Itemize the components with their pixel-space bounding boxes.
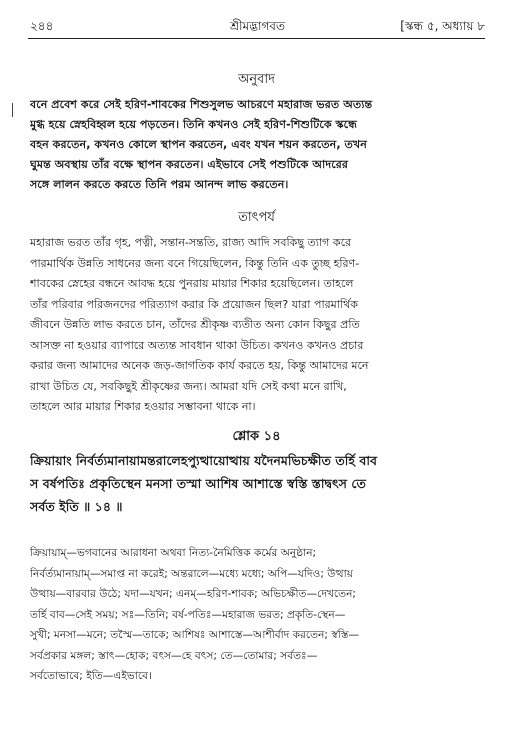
purport-text [30,233,485,418]
purport-line: তাঁর পরিবার পরিজনদের পরিত্যাগ করার কি প্রয়োজন ছিল? যারা পারমার্থিক [30,297,358,311]
synonyms-line: নির্বর্ত্যমানায়াম্—সমাপ্ত না করেই; অন্তরালে—মধ্যে মধ্যে; অপি—যদিও; উত্থায় [30,567,353,580]
synonyms-line: সুখী; মনসা—মনে; তস্মৈ—তাকে; আশিষঃ আশাস্তে—আশীর্বাদ করতেন; স্বস্তি— [30,629,360,641]
translation-line: বনে প্রবেশ করে সেই হরিণ-শাবকের শিশুসুলভ আচরণে মহারাজ ভরত অত্যন্ত [30,98,373,111]
purport-line: জীবনে উন্নতি লাভ করতে চান, তাঁদের শ্রীকৃষ্ণ ব্যতীত অন্য কোন কিছুর প্রতি [30,318,360,331]
purport-line: পারমার্থিক উন্নতি সাধনের জন্য বনে গিয়েছিলেন, কিন্তু তিনি এক তুচ্ছ হরিণ- [30,256,360,270]
translation-line: সঙ্গে লালন করতে করতে তিনি পরম আনন্দ লাভ করতেন। [30,178,289,191]
verse-line: ক্রিয়ায়াং নির্বর্ত্যমানায়ামন্তরালেহপ্যুত্থায়োত্থায় যদৈনমভিচক্ষীত তর্হি বাব [30,453,378,468]
purport-line: শাবকের স্নেহের বন্ধনে আবদ্ধ হয়ে পুনরায় মায়ার শিকার হয়েছিলেন। তাহলে [30,277,354,290]
synonyms-line: সর্বপ্রকার মঙ্গল; স্তাৎ—হোক; বৎস—হে বৎস; তে—তোমার; সর্বতঃ— [30,649,318,662]
purport-line: করার জন্য আমাদের অনেক জড়-জাগতিক কার্য করতে হয়, কিন্তু আমাদের মনে [30,359,369,372]
synonyms-text [30,543,485,687]
verse-text [30,449,485,518]
translation-heading: অনুবাদ [238,72,275,87]
purport-line: তাহলে আর মায়ার শিকার হওয়ার সম্ভাবনা থাকে না। [30,400,256,413]
margin-mark [12,103,13,117]
translation-line: বহন করতেন, কখনও কোলে স্থাপন করতেন, এবং যখন শয়ন করতেন, তখন [30,138,367,151]
synonyms-line: সর্বতোভাবে; ইতি—এইভাবে। [30,670,152,682]
translation-line: মুগ্ধ হয়ে স্নেহবিহ্বল হয়ে পড়তেন। তিনি কখনও সেই হরিণ-শিশুটিকে স্কন্ধে [30,118,357,131]
translation-text [30,95,485,195]
book-title: শ্রীমদ্ভাগবত [229,19,285,33]
synonyms-line: উত্থায়—বারবার উঠে; যদা—যখন; এনম্—হরিণ-শাবক; অভিচক্ষীত—দেখতেন; [30,588,356,600]
verse-line: সর্বত ইতি ॥ ১৪ ॥ [30,499,123,514]
canto-chapter-label: [স্কন্ধ ৫, অধ্যায় ৮ [400,19,485,33]
page-number: ২৪৪ [30,19,54,33]
header-rule [28,38,485,39]
verse-heading: শ্লোক ১৪ [232,429,281,444]
synonyms-line: ক্রিয়ায়াম্—ভগবানের আরাধনা অথবা নিত্য-নৈমিত্তিক কর্মের অনুষ্ঠান; [30,547,317,559]
verse-line: স বর্ষপতিঃ প্রকৃতিস্থেন মনসা তস্মা আশিষ আশাস্তে স্বস্তি স্তাদ্বৎস তে [30,476,366,491]
running-header [30,18,485,36]
purport-line: আসক্ত না হওয়ার ব্যাপারে অত্যন্ত সাবধান থাকা উচিত। কখনও কখনও প্রচার [30,338,364,352]
synonyms-line: তর্হি বাব—সেই সময়; সঃ—তিনি; বর্ষ-পতিঃ—মহারাজ ভরত; প্রকৃতি-স্থেন— [30,608,346,621]
purport-heading: তাৎপর্য [238,210,275,225]
purport-line: মহারাজ ভরত তাঁর গৃহ, পত্নী, সন্তান-সন্ততি, রাজ্য আদি সবকিছু ত্যাগ করে [30,236,352,249]
purport-line: রাখা উচিত যে, সবকিছুই শ্রীকৃষ্ণের জন্য। আমরা যদি সেই কথা মনে রাখি, [30,379,347,393]
translation-line: ঘুমন্ত অবস্থায় তাঁর বক্ষে স্থাপন করতেন। এইভাবে সেই পশুটিকে আদরের [30,158,349,171]
